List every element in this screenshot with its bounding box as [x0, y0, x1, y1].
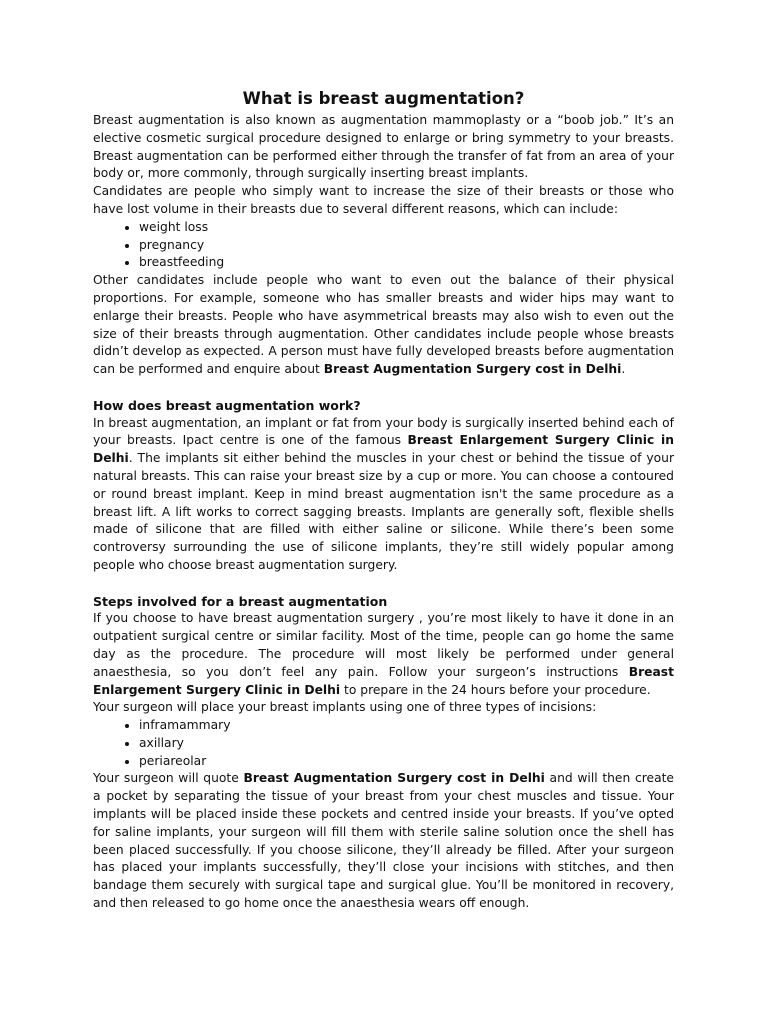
steps-paragraph-2: Your surgeon will place your breast implants using one of three types of incisions: [93, 700, 597, 715]
list-item: • periareolar [139, 753, 674, 771]
how-heading: How does breast augmentation work? [93, 397, 361, 413]
intro-paragraph-2: Candidates are people who simply want to increase the size of their breasts or those who have lost volume in their breasts due to several different reasons, which can include: [93, 184, 674, 216]
spacer [93, 379, 674, 397]
how-p-end: . The implants sit either behind the muscles in your chest or behind the tissue of your natural breasts. This can raise your breast size by a cup or more. You can choose a contoured or round breast implant. Keep in mind breast augmentation isn't the same procedure as a breast lift. A lift works to correct sagging breasts. Implants are generally soft, flexible shells made of silicone that are filled with either saline or silicone. While there’s been some controversy surrounding the use of silicone implants, they’re still widely popular among people who choose breast augmentation surgery. [93, 451, 674, 572]
spacer [93, 575, 674, 593]
intro-p3-end: . [621, 362, 626, 377]
steps-p1-end: to prepare in the 24 hours before your procedure. [340, 682, 651, 697]
list-item: • inframammary [139, 717, 674, 735]
incisions-list [93, 717, 674, 770]
list-item: • breastfeeding [139, 254, 674, 272]
reasons-list [93, 219, 674, 272]
list-item: • pregnancy [139, 237, 674, 255]
intro-paragraph-1: Breast augmentation is also known as augmentation mammoplasty or a “boob job.” It’s an elective cosmetic surgical procedure designed to enlarge or bring symmetry to your breasts. Breast augmentation can be performed either through the transfer of fat from an area of your body or, more commonly, through surgically inserting breast implants. [93, 113, 674, 181]
steps-p3-start: Your surgeon will quote [93, 771, 244, 786]
clinic-keyword-link: Breast Enlargement Surgery Clinic in Delhi [93, 664, 674, 697]
steps-p1-start: If you choose to have breast augmentation surgery , you’re most likely to have it done in an outpatient surgical centre or similar facility. Most of the time, people can go home the same day as the procedure. The procedure will most likely be performed under general anaesthesia, so you don’t feel any pain. Follow your surgeon’s instructions [93, 611, 674, 679]
steps-paragraph-1 [93, 610, 674, 699]
steps-p3-end: and will then create a pocket by separating the tissue of your breast from your chest muscles and tissue. Your implants will be placed inside these pockets and centred inside your breasts. If you’ve opted for saline implants, your surgeon will fill them with sterile saline solution once the shell has been placed successfully. If you choose silicone, they’ll already be filled. After your surgeon has placed your implants successfully, they’ll close your incisions with stitches, and then bandage them securely with surgical tape and surgical glue. You’ll be monitored in recovery, and then released to go home once the anaesthesia wears off enough. [93, 771, 674, 911]
clinic-keyword-link: Breast Enlargement Surgery Clinic in Delhi [93, 433, 674, 466]
list-item: • axillary [139, 735, 674, 753]
steps-paragraph-3 [93, 770, 674, 912]
cost-keyword-link: Breast Augmentation Surgery cost in Delhi [323, 362, 622, 377]
cost-keyword-link: Breast Augmentation Surgery cost in Delhi [243, 771, 545, 786]
how-p-start: In breast augmentation, an implant or fat from your body is surgically inserted behind each of your breasts. Ipact centre is one of the famous [93, 415, 674, 448]
page-title: What is breast augmentation? [242, 89, 525, 108]
steps-heading: Steps involved for a breast augmentation [93, 593, 388, 609]
intro-paragraph-3 [93, 272, 674, 379]
how-paragraph [93, 415, 674, 575]
list-item: • weight loss [139, 219, 674, 237]
intro-p3-text: Other candidates include people who want to even out the balance of their physical proportions. For example, someone who has smaller breasts and wider hips may want to enlarge their breasts. People who have asymmetrical breasts may also wish to even out the size of their breasts through augmentation. Other candidates include people whose breasts didn’t develop as expected. A person must have fully developed breasts before augmentation can be performed and enquire about [93, 273, 674, 377]
